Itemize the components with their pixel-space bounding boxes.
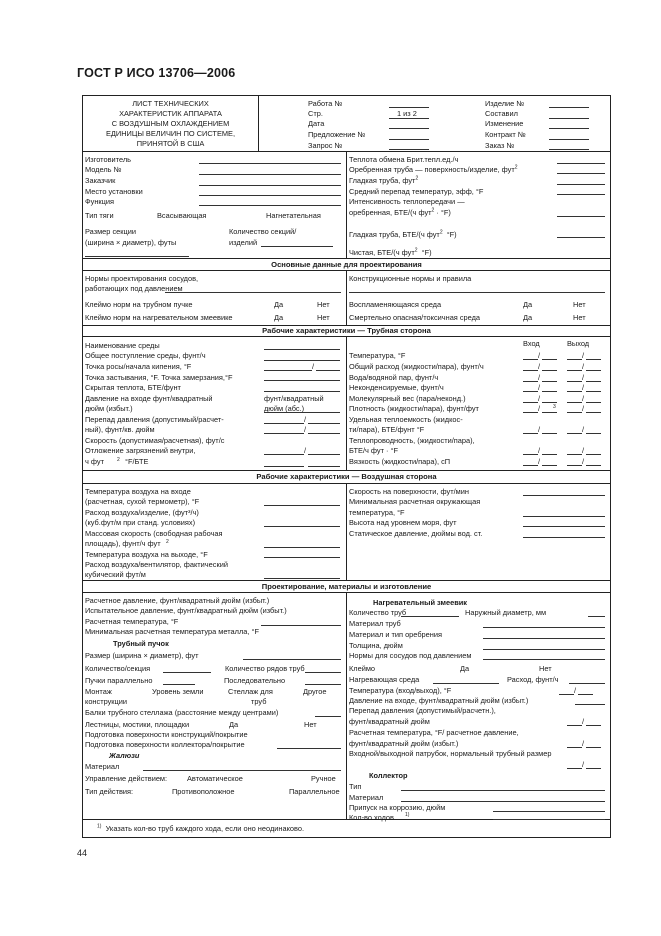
slash-separator: / — [304, 425, 307, 434]
slash-separator: / — [538, 446, 541, 455]
min-metal-temp-label: Минимальная расчетная температура металла, °F — [85, 627, 259, 636]
inlet-field[interactable] — [523, 433, 538, 434]
tube-side-label: Скрытая теплота, БТЕ/фунт — [85, 383, 181, 392]
coil-field[interactable] — [586, 725, 601, 726]
item-number-label: Изделие № — [485, 99, 525, 108]
slash-separator: / — [574, 686, 577, 695]
bundle-stamp-label: Клеймо норм на трубном пучке — [85, 300, 193, 309]
air-side-label: (расчетная, сухой термометр), °F — [85, 497, 200, 506]
tube-side-label: Давление на входе фунт/квадратный — [85, 394, 213, 403]
density-label: Плотность (жидкости/пара), фунт/фут — [349, 404, 479, 413]
test-pressure-label: Испытательное давление, фунт/квадратный дюйм (избыт.) — [85, 606, 287, 615]
tube-side-label: Общий расход (жидкости/пара), фунт/ч — [349, 362, 484, 371]
tube-side-field[interactable] — [264, 423, 304, 424]
coil-field[interactable] — [567, 768, 582, 769]
air-side-field[interactable] — [264, 547, 340, 548]
outlet-field[interactable] — [567, 454, 582, 455]
structure-coating-label: Подготовка поверхности конструкций/покрытие — [85, 730, 248, 739]
inlet-field[interactable] — [523, 412, 538, 413]
slash-separator: / — [582, 383, 585, 392]
slash-separator: / — [538, 425, 541, 434]
draft-suction-option[interactable]: Всасывающая — [157, 211, 207, 220]
inlet-header: Вход — [523, 339, 540, 348]
slash-separator: / — [312, 362, 315, 371]
outlet-header: Выход — [567, 339, 590, 348]
tube-side-label: Температура, °F — [349, 351, 406, 360]
air-side-title: Рабочие характеристики — Воздушная сторона — [256, 472, 437, 481]
tube-side-title: Рабочие характеристики — Трубная сторона — [262, 326, 431, 335]
slash-separator: / — [582, 373, 585, 382]
coil-tubes-label: Количество труб — [349, 608, 407, 617]
title-line: ПРИНЯТОЙ В США — [136, 139, 205, 148]
slash-separator: / — [538, 394, 541, 403]
fouling-unit-label: °F/БТЕ — [125, 457, 149, 466]
coil-field[interactable] — [433, 683, 499, 684]
inlet-field[interactable] — [542, 402, 557, 403]
footnote: $^{1)}$ Указать кол-во труб каждого хода, если оно неодинаково. — [97, 823, 305, 833]
customer-label: Заказчик — [85, 176, 116, 185]
outlet-field[interactable] — [567, 465, 582, 466]
draft-discharge-option[interactable]: Нагнетательная — [266, 211, 321, 220]
outlet-field[interactable] — [586, 433, 601, 434]
coil-field[interactable] — [567, 725, 582, 726]
tube-side-field[interactable] — [264, 349, 340, 350]
draft-type-label: Тип тяги — [85, 211, 114, 220]
slash-separator: / — [304, 415, 307, 424]
section-count-label-2: изделий — [229, 238, 258, 247]
coil-field[interactable] — [567, 747, 582, 748]
sheet-title — [83, 99, 258, 148]
slash-separator: / — [538, 373, 541, 382]
tube-side-label: Теплопроводность, (жидкости/пара), — [349, 436, 475, 445]
louvers-subtitle: Жалюзи — [109, 751, 140, 760]
outlet-field[interactable] — [586, 391, 601, 392]
manufacturer-label: Изготовитель — [85, 155, 131, 164]
bundle-stamp-yes[interactable]: Да — [274, 300, 284, 309]
pipes-label: труб — [251, 697, 267, 706]
tube-side-field[interactable] — [264, 360, 340, 361]
heating-medium-label: Нагревающая среда — [349, 675, 420, 684]
parallel-label: Пучки параллельно — [85, 676, 153, 685]
mtd-label: Средний перепад температур, эфф, °F — [349, 187, 484, 196]
lethal-yes[interactable]: Да — [523, 313, 533, 322]
air-side-field[interactable] — [523, 495, 605, 496]
louver-action-label: Управление действием: — [85, 774, 168, 783]
outlet-field[interactable] — [586, 412, 601, 413]
inlet-field[interactable] — [523, 391, 538, 392]
coil-fin-label: Материал и тип оребрения — [349, 630, 442, 639]
prepared-by-label: Составил — [485, 109, 518, 118]
ladders-yes: Да — [229, 720, 239, 729]
title-line: С ВОЗДУШНЫМ ОХЛАЖДЕНИЕМ — [111, 119, 230, 128]
air-side-label: площадь), фунт/ч фут — [85, 539, 161, 548]
coil-design-temp-label: Расчетная температура, °F/ расчетное давление, — [349, 728, 519, 737]
footnote-ref: 1) — [405, 812, 410, 818]
design-field[interactable] — [243, 659, 341, 660]
title-line: ЛИСТ ТЕХНИЧЕСКИХ — [132, 99, 209, 108]
slash-separator: / — [582, 404, 585, 413]
slash-separator: / — [538, 383, 541, 392]
coil-stamp-label: Клеймо норм на нагревательном змеевике — [85, 313, 233, 322]
header-field[interactable] — [401, 790, 605, 791]
tube-side-label: Молекулярный вес (пара/неконд.) — [349, 394, 466, 403]
fouling-unit-label: ч фут — [85, 457, 104, 466]
pressure-code-label: Нормы проектирования сосудов, — [85, 274, 199, 283]
tube-side-field[interactable] — [264, 466, 304, 467]
tube-side-label: Наименование среды — [85, 341, 160, 350]
location-label: Место установки — [85, 187, 143, 196]
bundle-stamp-no[interactable]: Нет — [317, 300, 330, 309]
design-field[interactable] — [277, 748, 341, 749]
outlet-field[interactable] — [586, 402, 601, 403]
outlet-field[interactable] — [567, 370, 582, 371]
inlet-field[interactable] — [523, 402, 538, 403]
heat-transfer-label: Интенсивность теплопередачи — — [349, 197, 465, 206]
louver-type-label: Тип действия: — [85, 787, 134, 796]
air-side-label: Высота над уровнем моря, фут — [349, 518, 457, 527]
design-pressure-label: Расчетное давление, фунт/квадратный дюйм (избыт.) — [85, 596, 270, 605]
coil-stamp-no[interactable]: Нет — [317, 313, 330, 322]
coil-thickness-label: Толщина, дюйм — [349, 641, 403, 650]
outlet-field[interactable] — [586, 370, 601, 371]
inlet-field[interactable] — [542, 465, 557, 466]
clean-rate-label: Чистая, БТЕ/(ч фут$^2$ °F) — [349, 247, 432, 257]
document-header: ГОСТ Р ИСО 13706—2006 — [77, 66, 236, 80]
coil-field[interactable] — [483, 638, 605, 639]
air-side-label: Расход воздуха/вентилятор, фактический — [85, 560, 228, 569]
tube-side-field[interactable] — [264, 370, 312, 371]
header-material-label: Материал — [349, 793, 384, 802]
pipe-rack-option: Стеллаж для — [228, 687, 273, 696]
coil-field[interactable] — [586, 768, 601, 769]
structural-code-label: Конструкционные нормы и правила — [349, 274, 472, 283]
inlet-field[interactable] — [523, 381, 538, 382]
coil-field[interactable] — [578, 694, 593, 695]
tube-side-label: БТЕ/ч фут · °F — [349, 446, 399, 455]
coil-field[interactable] — [483, 659, 605, 660]
superscript: 3 — [553, 404, 556, 410]
coil-dp-label-2: фунт/квадратный дюйм — [349, 717, 430, 726]
inquiry-label: Запрос № — [308, 141, 343, 150]
air-side-field[interactable] — [264, 578, 340, 579]
tube-side-label: Точка росы/начала кипения, °F — [85, 362, 192, 371]
tube-side-label: дюйм (избыт.) — [85, 404, 133, 413]
louver-material-label: Материал — [85, 762, 120, 771]
rows-count-label: Количество рядов труб — [225, 664, 305, 673]
slash-separator: / — [582, 739, 585, 748]
automatic-option: Автоматическое — [187, 774, 243, 783]
tube-side-field[interactable] — [264, 433, 304, 434]
tube-side-label: Точка застывания, °F. Точка замерзания,°F — [85, 373, 233, 382]
tube-side-label: Неконденсируемые, фунт/ч — [349, 383, 444, 392]
lethal-no[interactable]: Нет — [573, 313, 586, 322]
coil-field[interactable] — [401, 616, 459, 617]
coil-field[interactable] — [483, 649, 605, 650]
outlet-field[interactable] — [567, 391, 582, 392]
header-coating-label: Подготовка поверхности коллектора/покрытие — [85, 740, 245, 749]
design-field[interactable] — [315, 716, 341, 717]
inlet-field[interactable] — [542, 433, 557, 434]
inlet-field[interactable] — [542, 359, 557, 360]
coil-design-pressure-label: фунт/квадратный дюйм (избыт.) — [349, 739, 459, 748]
inlet-field[interactable] — [542, 370, 557, 371]
mounting-label: Монтаж — [85, 687, 112, 696]
design-basis-title: Основные данные для проектирования — [271, 260, 422, 269]
abs-pressure-label-2: дюйм (абс.) — [264, 404, 305, 413]
header-field[interactable] — [401, 801, 605, 802]
title-line: ЕДИНИЦЫ ВЕЛИЧИН ПО СИСТЕМЕ, — [105, 129, 236, 138]
manual-option: Ручное — [311, 774, 336, 783]
slash-separator: / — [538, 404, 541, 413]
air-side-label: Статическое давление, дюймы вод. ст. — [349, 529, 483, 538]
slash-separator: / — [582, 457, 585, 466]
tube-side-field[interactable] — [308, 454, 340, 455]
page-number: 44 — [77, 848, 88, 858]
corrosion-allowance-label: Припуск на коррозию, дюйм — [349, 803, 446, 812]
tube-side-field[interactable] — [316, 370, 340, 371]
design-field[interactable] — [305, 684, 341, 685]
header-type-label: Тип — [349, 782, 362, 791]
coil-od-label: Наружный диаметр, мм — [465, 608, 547, 617]
inlet-field[interactable] — [542, 391, 557, 392]
air-side-label: Минимальная расчетная окружающая — [349, 497, 481, 506]
tube-side-label: ти/пара), БТЕ/фунт °F — [349, 425, 425, 434]
coil-stamp-yes: Да — [460, 664, 470, 673]
design-field[interactable] — [305, 672, 341, 673]
inlet-field[interactable] — [523, 454, 538, 455]
outlet-field[interactable] — [567, 381, 582, 382]
inlet-field[interactable] — [523, 359, 538, 360]
series-label: Последовательно — [224, 676, 286, 685]
slash-separator: / — [538, 362, 541, 371]
inlet-field[interactable] — [542, 412, 557, 413]
design-section-title: Проектирование, материалы и изготовление — [261, 582, 432, 591]
contract-label: Контракт № — [485, 130, 526, 139]
flammable-label: Воспламеняющаяся среда — [349, 300, 442, 309]
opposed-option: Противоположное — [172, 787, 235, 796]
air-side-label: (куб.фут/м при станд. условиях) — [85, 518, 196, 527]
air-side-field[interactable] — [264, 557, 340, 558]
outlet-field[interactable] — [586, 454, 601, 455]
ladders-label: Лестницы, мостики, площадки — [85, 720, 190, 729]
model-label: Модель № — [85, 165, 122, 174]
flammable-yes[interactable]: Да — [523, 300, 533, 309]
coil-field[interactable] — [575, 704, 605, 705]
coil-stamp-yes[interactable]: Да — [274, 313, 284, 322]
slash-separator: / — [582, 394, 585, 403]
tube-side-field[interactable] — [308, 433, 340, 434]
air-side-field[interactable] — [264, 526, 340, 527]
parallel-option: Параллельное — [289, 787, 340, 796]
coil-inlet-pressure-label: Давление на входе, фунт/квадратный дюйм (избыт.) — [349, 696, 529, 705]
inlet-field[interactable] — [523, 465, 538, 466]
tube-side-label: Удельная теплоемкость (жидкос- — [349, 415, 463, 424]
inlet-field[interactable] — [523, 370, 538, 371]
air-side-field[interactable] — [523, 516, 605, 517]
bundle-count-label: Количество/секция — [85, 664, 151, 673]
tube-side-label: Отложение загрязнений внутри, — [85, 446, 196, 455]
outlet-field[interactable] — [586, 359, 601, 360]
section-size-label: Размер секции — [85, 227, 136, 236]
superscript: 2 — [166, 539, 169, 545]
air-side-field[interactable] — [523, 526, 605, 527]
design-field[interactable] — [163, 672, 211, 673]
section-count-label: Количество секций/ — [229, 227, 297, 236]
design-temp-label: Расчетная температура, °F — [85, 617, 179, 626]
slash-separator: / — [582, 717, 585, 726]
coil-flow-label: Расход, фунт/ч — [507, 675, 559, 684]
tube-side-label: Вода/водяной пар, фунт/ч — [349, 373, 439, 382]
inlet-field[interactable] — [542, 454, 557, 455]
air-side-label: Скорость на поверхности, фут/мин — [349, 487, 469, 496]
tube-side-field[interactable] — [264, 412, 340, 413]
coil-temp-label: Температура (вход/выход), °F — [349, 686, 452, 695]
page-label: Стр. — [308, 109, 323, 118]
outlet-field[interactable] — [567, 433, 582, 434]
flammable-no[interactable]: Нет — [573, 300, 586, 309]
coil-tube-material-label: Материал труб — [349, 619, 401, 628]
job-number-label: Работа № — [308, 99, 343, 108]
slash-separator: / — [582, 446, 585, 455]
grade-option: Уровень земли — [152, 687, 204, 696]
header-subtitle: Коллектор — [369, 771, 408, 780]
air-side-field[interactable] — [264, 505, 340, 506]
slash-separator: / — [582, 760, 585, 769]
tube-side-label: Вязкость (жидкости/пара), сП — [349, 457, 451, 466]
air-side-label: кубический фут/м — [85, 570, 146, 579]
coil-stamp-label: Клеймо — [349, 664, 376, 673]
other-option: Другое — [303, 687, 327, 696]
air-side-label: Температура воздуха на выходе, °F — [85, 550, 208, 559]
tube-side-field[interactable] — [308, 466, 340, 467]
tube-side-label: Общее поступление среды, фунт/ч — [85, 351, 206, 360]
section-size-label-2: (ширина × диаметр), футы — [85, 238, 177, 247]
title-line: ХАРАКТЕРИСТИК АППАРАТА — [119, 109, 222, 118]
slash-separator: / — [582, 425, 585, 434]
heat-exchanged-label: Теплота обмена Брит.тепл.ед./ч — [349, 155, 459, 164]
coil-field[interactable] — [559, 694, 574, 695]
coil-field[interactable] — [586, 747, 601, 748]
outlet-field[interactable] — [567, 402, 582, 403]
tube-side-label: ный), фунт/кв. дюйм — [85, 425, 155, 434]
data-sheet-frame — [82, 95, 611, 838]
function-label: Функция — [85, 197, 114, 206]
proposal-label: Предложение № — [308, 130, 366, 139]
slash-separator: / — [538, 457, 541, 466]
tube-side-field[interactable] — [264, 380, 340, 381]
finned-surface-label: Оребренная труба — поверхность/изделие, фут$^2$ — [349, 164, 518, 174]
outlet-field[interactable] — [586, 465, 601, 466]
bundle-size-label: Размер (ширина × диаметр), фут — [85, 651, 199, 660]
slash-separator: / — [304, 446, 307, 455]
air-side-label: Массовая скорость (свободная рабочая — [85, 529, 223, 538]
coil-subtitle: Нагревательный змеевик — [373, 598, 468, 607]
bare-tube-label: Гладкая труба, фут$^2$ — [349, 175, 419, 185]
date-label: Дата — [308, 119, 325, 128]
superscript: 2 — [117, 457, 120, 463]
outlet-field[interactable] — [567, 359, 582, 360]
structure-label: конструкции — [85, 697, 128, 706]
tube-side-label: Скорость (допустимая/расчетная), фут/с — [85, 436, 225, 445]
ladders-no: Нет — [304, 720, 317, 729]
order-label: Заказ № — [485, 141, 515, 150]
tube-side-label: Перепад давления (допустимый/расчет- — [85, 415, 224, 424]
outlet-field[interactable] — [567, 412, 582, 413]
tube-side-field[interactable] — [308, 423, 340, 424]
coil-nozzle-label: Входной/выходной патрубок, нормальный трубный размер — [349, 749, 552, 758]
air-side-label: Расход воздуха/изделие, (фут³/ч) — [85, 508, 199, 517]
coil-dp-label: Перепад давления (допустимый/расчетн.), — [349, 706, 496, 715]
page-value: 1 из 2 — [397, 109, 417, 118]
bundle-subtitle: Трубный пучок — [113, 639, 169, 648]
design-field[interactable] — [143, 770, 341, 771]
tube-side-field[interactable] — [264, 454, 304, 455]
finned-rate-label: оребренная, БТЕ/(ч фут$^2$ · °F) — [349, 207, 451, 217]
air-side-label: температура, °F — [349, 508, 405, 517]
passes-label: Кол-во ходов — [349, 813, 394, 822]
air-side-label: Температура воздуха на входе — [85, 487, 191, 496]
inlet-field[interactable] — [542, 381, 557, 382]
outlet-field[interactable] — [586, 381, 601, 382]
coil-stamp-no: Нет — [539, 664, 552, 673]
design-field[interactable] — [163, 684, 195, 685]
slash-separator: / — [582, 351, 585, 360]
coil-field[interactable] — [588, 616, 605, 617]
abs-pressure-label: фунт/квадратный — [264, 394, 324, 403]
coil-field[interactable] — [569, 683, 605, 684]
tube-side-field[interactable] — [264, 391, 340, 392]
header-field[interactable] — [493, 819, 605, 820]
coil-code-label: Нормы для сосудов под давлением — [349, 651, 472, 660]
bare-rate-label: Гладкая труба, БТЕ/(ч фут$^2$ °F) — [349, 229, 457, 239]
header-field[interactable] — [493, 811, 605, 812]
lethal-label: Смертельно опасная/токсичная среда — [349, 313, 481, 322]
coil-field[interactable] — [483, 627, 605, 628]
air-side-field[interactable] — [523, 537, 605, 538]
revision-label: Изменение — [485, 119, 524, 128]
rack-beams-label: Балки трубного стеллажа (расстояние между центрами) — [85, 708, 279, 717]
slash-separator: / — [582, 362, 585, 371]
design-field[interactable] — [261, 625, 341, 626]
slash-separator: / — [538, 351, 541, 360]
pressure-code-label-2: работающих под давлением — [85, 284, 183, 293]
